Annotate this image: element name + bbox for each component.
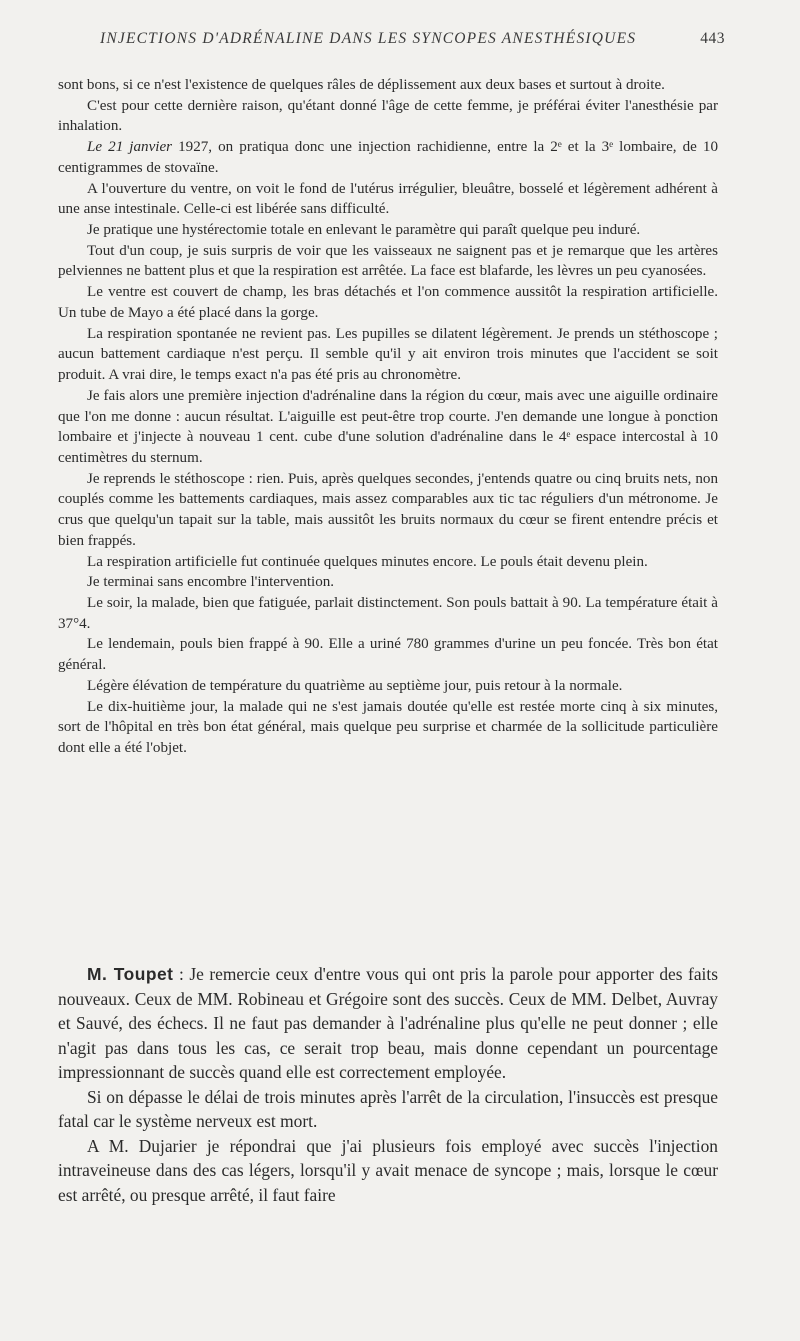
case-report [58,75,718,759]
page-number: 443 [700,30,725,47]
paragraph: La respiration spontanée ne revient pas. Les pupilles se dilatent légèrement. Je prends un stéthoscope ; aucun battement cardiaque n'est perçu. Il semble qu'il y ait environ trois minutes que l'accident se soit produit. A vrai dire, le temps exact n'a pas été pris au chronomètre. [58,325,718,384]
paragraph: Le ventre est couvert de champ, les bras détachés et l'on commence aussitôt la respiration artificielle. Un tube de Mayo a été placé dans la gorge. [58,284,718,321]
date-emphasis: Le 21 janvier [87,139,173,156]
paragraph: A l'ouverture du ventre, on voit le fond de l'utérus irrégulier, bleuâtre, bosselé et légèrement adhérent à une anse intestinale. Celle-ci est libérée sans difficulté. [58,180,718,218]
paragraph-text: 1927, on pratiqua donc une injection rachidienne, entre la 2ᵉ et la 3ᵉ lombaire, de 10 centigrammes de stovaïne. [58,139,718,176]
paragraph: Légère élévation de température du quatrième au septième jour, puis retour à la normale. [87,677,623,694]
paragraph: Le lendemain, pouls bien frappé à 90. Elle a uriné 780 grammes d'urine un peu foncée. Très bon état général. [58,636,718,674]
running-title: INJECTIONS D'ADRÉNALINE DANS LES SYNCOPES ANESTHÉSIQUES [100,30,637,47]
paragraph: C'est pour cette dernière raison, qu'étant donné l'âge de cette femme, je préférai éviter l'anesthésie par inhalation. [58,97,718,135]
paragraph [58,962,718,1085]
paragraph: Je reprends le stéthoscope : rien. Puis, après quelques secondes, j'entends quatre ou cinq bruits nets, non couplés comme les battements cardiaques, mais assez comparables aux tic tac réguliers d'un métronome. Je crus que quelqu'un tapait sur la table, mais aussitôt les bruits normaux du cœur se firent entendre précis et bien frappés. [58,470,718,549]
paragraph [58,137,718,178]
paragraph: Si on dépasse le délai de trois minutes après l'arrêt de la circulation, l'insuccès est presque fatal car le système nerveux est mort. [58,1086,718,1132]
paragraph: Je pratique une hystérectomie totale en enlevant le paramètre qui paraît quelque peu induré. [87,222,641,239]
paragraph: A M. Dujarier je répondrai que j'ai plusieurs fois employé avec succès l'injection intraveineuse dans des cas légers, lorsqu'il y avait menace de syncope ; mais, lorsque le cœur est arrêté, ou presque arrêté, il faut faire [58,1135,718,1205]
paragraph: La respiration artificielle fut continuée quelques minutes encore. Le pouls était devenu plein. [87,553,648,570]
speaker-name: M. Toupet [87,964,174,984]
paragraph: Je fais alors une première injection d'adrénaline dans la région du cœur, mais avec une aiguille ordinaire que l'on me donne : aucun résultat. L'aiguille est peut-être trop courte. J'en demande une longue à ponction lombaire et j'injecte à nouveau 1 cent. cube d'une solution d'adrénaline dans le 4ᵉ espace intercostal à 10 centimètres du sternum. [58,387,718,466]
paragraph-text: : Je remercie ceux d'entre vous qui ont pris la parole pour apporter des faits nouveaux. Ceux de MM. Robineau et Grégoire sont des succès. Ceux de MM. Delbet, Auvray et Sauvé, des échecs. Il ne faut pas demander à l'adrénaline plus qu'elle ne peut donner ; elle n'agit pas dans tous les cas, ce serait trop beau, mais donne cependant un pourcentage impressionnant de succès quand elle est correctement employée. [58,964,718,1083]
paragraph: Le dix-huitième jour, la malade qui ne s'est jamais doutée qu'elle est restée morte cinq à six minutes, sort de l'hôpital en très bon état général, mais quelque peu surprise et charmée de la sollicitude particulière dont elle a été l'objet. [58,698,718,756]
paragraph: Tout d'un coup, je suis surpris de voir que les vaisseaux ne saignent pas et je remarque que les artères pelviennes ne battent plus et que la respiration est arrêtée. La face est blafarde, les lèvres un peu cyanosées. [58,242,718,280]
paragraph: sont bons, si ce n'est l'existence de quelques râles de déplissement aux deux bases et surtout à droite. [58,77,665,93]
paragraph: Le soir, la malade, bien que fatiguée, parlait distinctement. Son pouls battait à 90. La température était à 37°4. [58,594,718,632]
discussion-reply [58,962,718,1207]
paragraph: Je terminai sans encombre l'intervention. [87,574,335,591]
